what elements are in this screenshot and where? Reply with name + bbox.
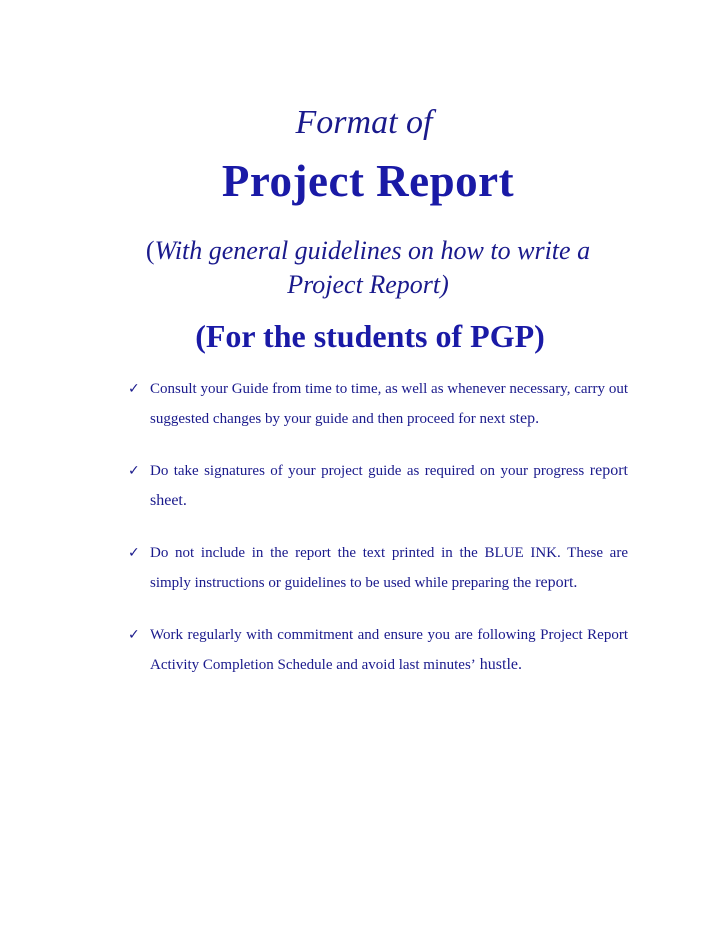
check-icon: ✓ [128,381,140,397]
list-item [128,538,628,598]
audience-heading: (For the students of PGP) [195,318,545,354]
list-item-tail: hustle. [475,656,522,673]
format-of-heading: Format of [295,104,433,141]
list-item-text: Do take signatures of your project guide as required on your progress [150,463,585,479]
subtitle [118,234,618,302]
list-item [128,620,628,680]
check-icon: ✓ [128,463,140,479]
list-item [128,374,628,434]
list-item-tail: step. [505,410,540,427]
list-item-tail: report. [531,574,578,591]
list-item-text: Do not include in the report the text printed in the BLUE INK. These are simply instructions or guidelines to be used while preparing the [150,545,628,591]
list-item-text: Consult your Guide from time to time, as well as whenever necessary, carry out suggested changes by your guide and then proceed for next [150,381,628,427]
list-item-tail: report sheet. [150,462,628,509]
page-title: Project Report [221,156,515,206]
subtitle-open-paren: ( [145,236,155,265]
check-icon: ✓ [128,627,140,643]
list-item [128,456,628,516]
guidelines-list [128,374,628,680]
subtitle-text: With general guidelines on how to write a Project Report) [154,236,591,299]
check-icon: ✓ [128,545,140,561]
list-item-text: Work regularly with commitment and ensure you are following Project Report Activity Completion Schedule and avoid last minutes’ [150,627,628,673]
